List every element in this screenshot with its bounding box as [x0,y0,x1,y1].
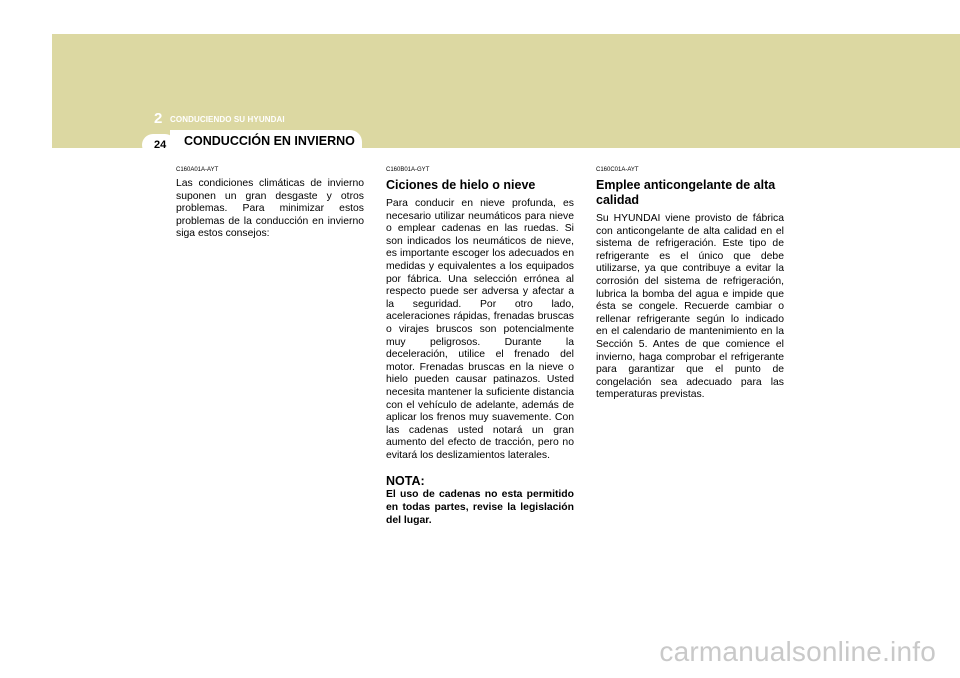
section-code: C160B01A-GYT [386,167,430,173]
column-antifreeze [596,166,784,402]
section-code: C160C01A-AYT [596,167,639,173]
antifreeze-paragraph: Su HYUNDAI viene provisto de fábrica con anticongelante de alta calidad en el sistema de refrigeración. Este tipo de refrigerante es el único que debe utilizarse, ya que contribuye a evitar la corrosión del sistema de refrigeración, lubrica la bomba del agua e impide que ésta se congele. Recuerde cambiar o rellenar refrigerante según lo indicado en el calendario de mantenimiento en la Sección 5. Antes de que comience el invierno, haga comprobar el refrigerante para garantizar que el punto de congelación sea adecuado para las temperaturas previstas. [596,213,784,401]
page-number: 24 [154,139,167,151]
note-title: NOTA: [386,474,425,489]
section-code: C160A01A-AYT [176,167,219,173]
note-text: El uso de cadenas no esta permitido en todas partes, revise la legislación del lugar. [386,489,574,526]
ice-snow-paragraph: Para conducir en nieve profunda, es necesario utilizar neumáticos para nieve o emplear cadenas en las ruedas. Si son indicados los neumáticos de nieve, es importante escoger los adecuados en medidas y equivalentes a los equipados por fábrica. Una selección errónea al respecto puede ser adversa y afectar a la seguridad. Por otro lado, aceleraciones rápidas, frenadas bruscas o virajes bruscos son potencialmente muy peligrosos. Durante la deceleración, utilice el frenado del motor. Frenadas bruscas en la nieve o hielo pueden causar patinazos. Usted necesita mantener la suficiente distancia con el vehículo de adelante, además de aplicar los frenos muy suavemente. Con las cadenas usted notará un gran aumento del efecto de tracción, pero no evitará los deslizamientos laterales. [386,198,574,461]
chapter-number: 2 [154,110,163,127]
column-intro [176,166,364,241]
watermark-text: carmanualsonline.info [659,636,936,667]
ice-snow-heading: Ciciones de hielo o nieve [386,178,536,192]
column-ice-snow [386,166,574,527]
section-title: CONDUCCIÓN EN INVIERNO [184,134,355,148]
chapter-title: CONDUCIENDO SU HYUNDAI [170,115,285,124]
intro-paragraph: Las condiciones climáticas de invierno suponen un gran desgaste y otros problemas. Para minimizar estos problemas de la conducción en invierno siga estos consejos: [176,178,364,240]
antifreeze-heading: Emplee anticongelante de alta calidad [596,178,776,207]
